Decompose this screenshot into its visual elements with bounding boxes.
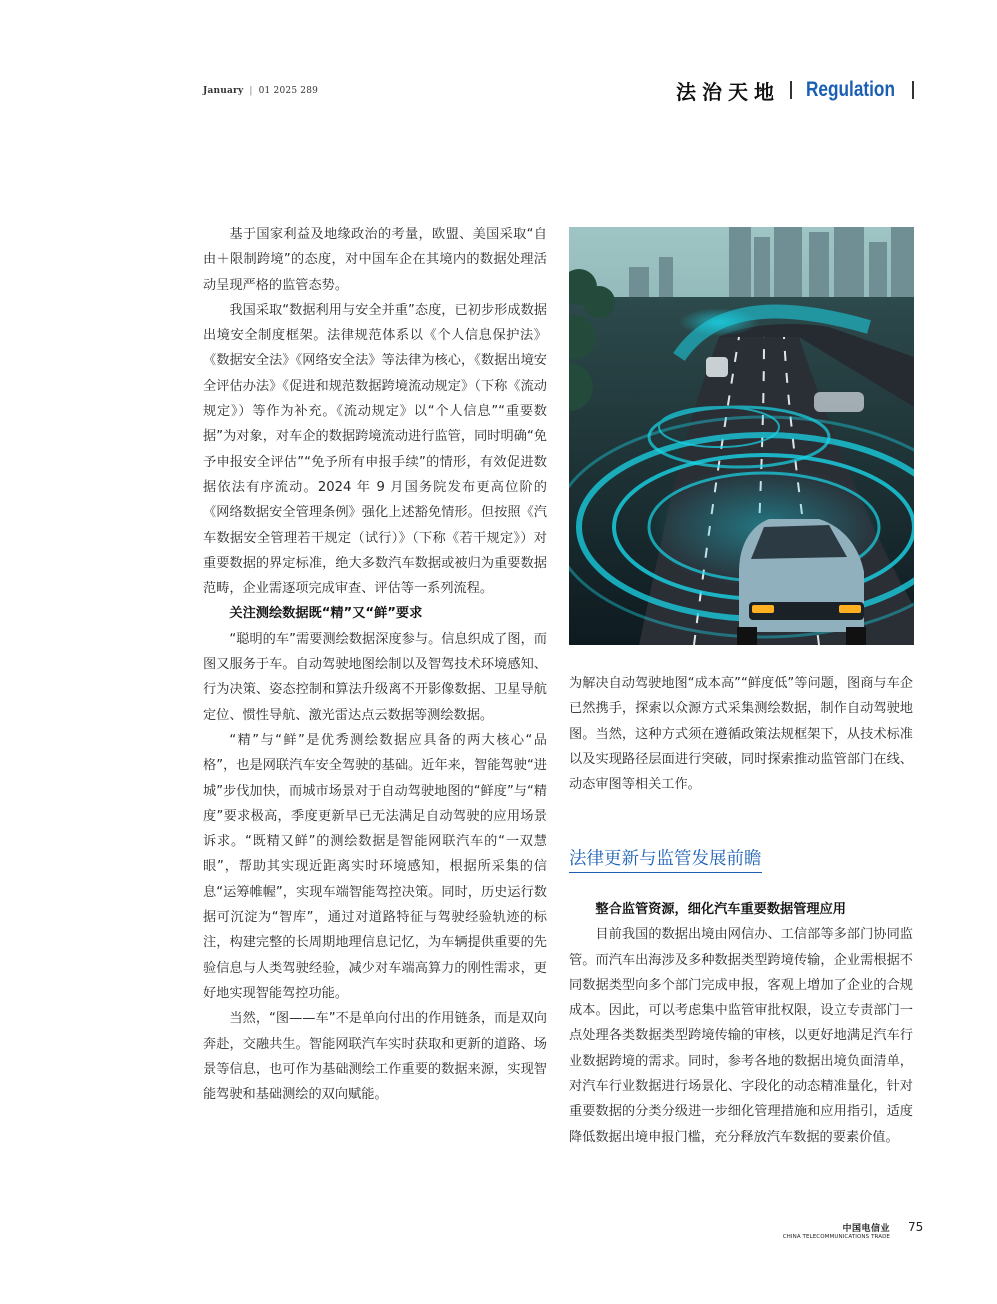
paragraph: 当然，“图——车”不是单向付出的作用链条，而是双向奔赴，交融共生。智能网联汽车实时获取和更新的道路、场景等信息，也可作为基础测绘工作重要的数据来源，实现智能驾驶和基础测绘的双向赋能。 [203,1011,547,1103]
publication-logo [772,1221,890,1240]
paragraph: 我国采取“数据利用与安全并重”态度，已初步形成数据出境安全制度框架。法律规范体系以《个人信息保护法》《数据安全法》《网络安全法》等法律为核心，《数据出境安全评估办法》《促进和规范数据跨境流动规定》（下称《流动规定》）等作为补充。《流动规定》以“个人信息”“重要数据”为对象，对车企的数据跨境流动进行监管，同时明确“免予申报安全评估”“免予所有申报手续”的情形，有效促进数据依法有序流动。2024 年 9 月国务院发布更高位阶的《网络数据安全管理条例》强化上述豁免情形。但按照《汽车数据安全管理若干规定（试行）》（下称《若干规定》）对重要数据的界定标准，绝大多数汽车数据或被归为重要数据范畴，企业需逐项完成审查、评估等一系列流程。 [203,302,547,597]
autonomous-car-illustration [569,227,914,645]
paragraph: “精”与“鲜”是优秀测绘数据应具备的两大核心“品格”，也是网联汽车安全驾驶的基础。近年来，智能驾驶“进城”步伐加快，而城市场景对于自动驾驶地图的“鲜度”与“精度”要求极高，季度更新早已无法满足自动驾驶的应用场景诉求。“既精又鲜”的测绘数据是智能网联汽车的“一双慧眼”，帮助其实现近距离实时环境感知，根据所采集的信息“运筹帷幄”，实现车端智能驾控决策。同时，历史运行数据可沉淀为“智库”，通过对道路特征与驾驶经验轨迹的标注，构建完整的长周期地理信息记忆，为车辆提供重要的先验信息与人类驾驶经验，减少对车端高算力的刚性需求，更好地实现智能驾控功能。 [203,732,547,1001]
paragraph: 为解决自动驾驶地图“成本高”“鲜度低”等问题，图商与车企已然携手，探索以众源方式采集测绘数据，制作自动驾驶地图。当然，这种方式须在遵循政策法规框架下，从技术标准以及实现路径层面进行突破，同时探索推动监管部门在线、动态审图等相关工作。 [569,676,913,793]
header-divider-end [912,81,914,99]
right-column-bottom [569,897,913,1150]
paragraph: 基于国家利益及地缘政治的考量，欧盟、美国采取“自由＋限制跨境”的态度，对中国车企在其境内的数据处理活动呈现严格的监管态势。 [203,227,547,293]
section-header [676,76,914,104]
logo-en: CHINA TELECOMMUNICATIONS TRADE [782,1234,890,1240]
issue-number: 01 2025 289 [258,86,319,96]
left-column [203,222,547,1107]
section-title-cn: 法治天地 [676,79,780,104]
paragraph: “聪明的车”需要测绘数据深度参与。信息织成了图，而图又服务于车。自动驾驶地图绘制以及智驾技术环境感知、行为决策、姿态控制和算法升级离不开影像数据、卫星导航定位、惯性导航、激光雷达点云数据等测绘数据。 [203,631,547,723]
right-column-top [569,671,913,797]
subheading: 整合监管资源，细化汽车重要数据管理应用 [595,902,846,917]
issue-separator: | [249,86,253,96]
header-divider [790,81,792,99]
subheading: 关注测绘数据既“精”又“鲜”要求 [229,606,423,622]
logo-cn: 中国电信业 [842,1224,890,1234]
section-title-en: Regulation [806,78,895,101]
issue-info [203,86,318,96]
issue-month: January [203,86,244,96]
section-heading: 法律更新与监管发展前瞻 [569,845,762,873]
page-number: 75 [908,1220,924,1234]
paragraph: 目前我国的数据出境由网信办、工信部等多部门协同监管。而汽车出海涉及多种数据类型跨境传输，企业需根据不同数据类型向多个部门完成申报，客观上增加了企业的合规成本。因此，可以考虑集中监管审批权限，设立专责部门一点处理各类数据类型跨境传输的审核，以更好地满足汽车行业数据跨境的需求。同时，参考各地的数据出境负面清单，对汽车行业数据进行场景化、字段化的动态精准量化，针对重要数据的分类分级进一步细化管理措施和应用指引，适度降低数据出境申报门槛，充分释放汽车数据的要素价值。 [569,927,913,1145]
